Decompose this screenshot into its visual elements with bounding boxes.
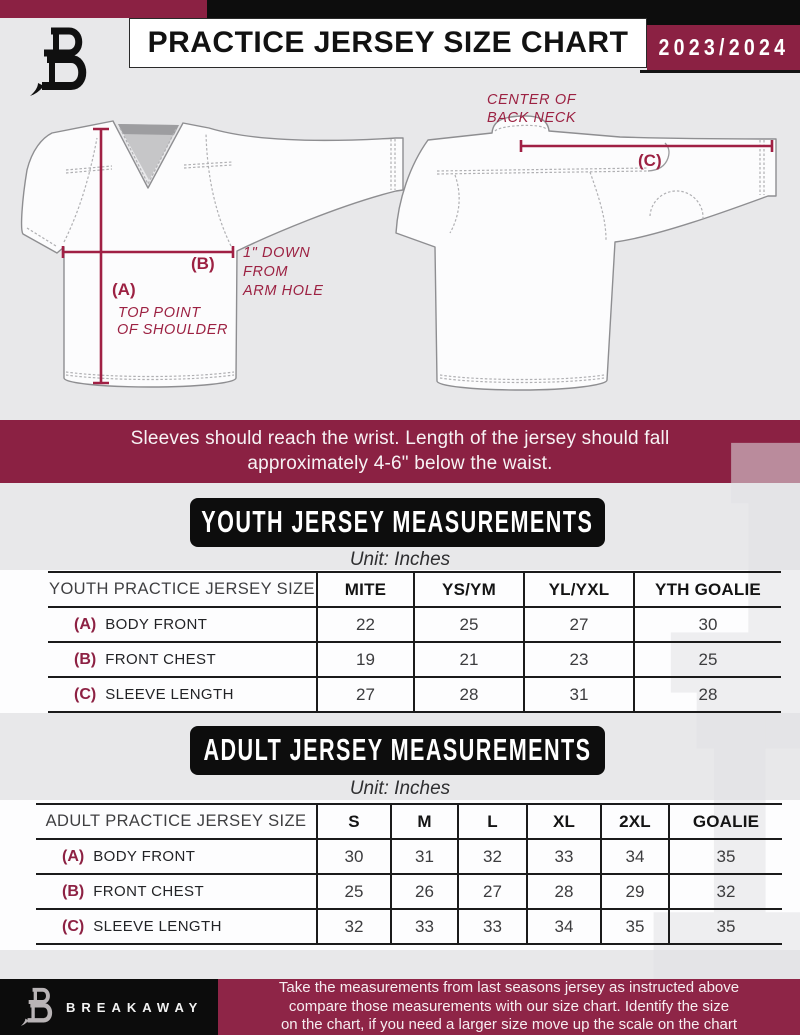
top-strip-maroon xyxy=(0,0,207,18)
adult-col-xl: XL xyxy=(526,805,600,840)
table-value: 31 xyxy=(523,678,633,713)
adult-row-b-label: (B) FRONT CHEST xyxy=(36,875,316,910)
table-value: 23 xyxy=(523,643,633,678)
adult-section-header xyxy=(190,726,605,775)
footer-instructions xyxy=(218,979,800,1035)
note-c-line2: BACK NECK xyxy=(487,110,577,126)
jersey-diagram xyxy=(0,80,800,425)
table-value: 30 xyxy=(316,840,390,875)
table-value: 35 xyxy=(668,840,782,875)
adult-col-m: M xyxy=(390,805,457,840)
table-value: 31 xyxy=(390,840,457,875)
footer-line1: Take the measurements from last seasons jersey as instructed above xyxy=(278,979,740,997)
table-value: 22 xyxy=(316,608,413,643)
table-value: 35 xyxy=(600,910,668,945)
table-value: 26 xyxy=(390,875,457,910)
youth-col-ylyxl: YL/YXL xyxy=(523,573,633,608)
breakaway-logo-icon xyxy=(20,987,54,1027)
table-value: 33 xyxy=(457,910,526,945)
table-value: 21 xyxy=(413,643,523,678)
table-value: 35 xyxy=(668,910,782,945)
youth-row-c-label: (C) SLEEVE LENGTH xyxy=(48,678,316,713)
adult-col-2xl: 2XL xyxy=(600,805,668,840)
note-c-line1: CENTER OF xyxy=(487,92,577,108)
table-value: 27 xyxy=(457,875,526,910)
table-value: 34 xyxy=(526,910,600,945)
table-value: 34 xyxy=(600,840,668,875)
note-b-line2: FROM xyxy=(243,264,289,280)
table-value: 32 xyxy=(457,840,526,875)
page-title-box xyxy=(129,18,647,68)
table-value: 32 xyxy=(316,910,390,945)
brand-name: BREAKAWAY xyxy=(66,999,204,1015)
label-a: (A) xyxy=(112,280,136,299)
youth-row-header: YOUTH PRACTICE JERSEY SIZE xyxy=(48,573,316,608)
notice-line1: Sleeves should reach the wrist. Length of the jersey should fall xyxy=(130,428,670,449)
note-a-line2: OF SHOULDER xyxy=(117,322,229,338)
table-value: 32 xyxy=(668,875,782,910)
adult-section-title: ADULT JERSEY MEASUREMENTS xyxy=(203,733,592,767)
label-b: (B) xyxy=(191,254,215,273)
adult-col-s: S xyxy=(316,805,390,840)
adult-unit-label: Unit: Inches xyxy=(349,778,451,799)
table-value: 28 xyxy=(413,678,523,713)
adult-col-l: L xyxy=(457,805,526,840)
footer-line3: on the chart, if you need a larger size move up the scale on the chart xyxy=(280,1016,738,1034)
youth-size-table xyxy=(48,571,781,713)
adult-row-c-label: (C) SLEEVE LENGTH xyxy=(36,910,316,945)
table-value: 28 xyxy=(526,875,600,910)
adult-row-a-label: (A) BODY FRONT xyxy=(36,840,316,875)
label-c: (C) xyxy=(638,151,662,170)
table-value: 30 xyxy=(633,608,781,643)
season-badge xyxy=(647,25,800,70)
youth-section-header xyxy=(190,498,605,547)
note-b-line3: ARM HOLE xyxy=(243,283,324,299)
youth-section-title: YOUTH JERSEY MEASUREMENTS xyxy=(201,505,594,539)
youth-col-goalie: YTH GOALIE xyxy=(633,573,781,608)
table-value: 27 xyxy=(523,608,633,643)
table-value: 33 xyxy=(390,910,457,945)
adult-row-header: ADULT PRACTICE JERSEY SIZE xyxy=(36,805,316,840)
season-underline xyxy=(640,70,800,73)
note-a-line1: TOP POINT xyxy=(118,305,201,321)
footer-brand-panel xyxy=(0,979,218,1035)
adult-size-table xyxy=(36,803,782,945)
adult-col-goalie: GOALIE xyxy=(668,805,782,840)
table-value: 28 xyxy=(633,678,781,713)
youth-row-a-label: (A) BODY FRONT xyxy=(48,608,316,643)
table-value: 25 xyxy=(413,608,523,643)
table-value: 29 xyxy=(600,875,668,910)
table-value: 25 xyxy=(316,875,390,910)
youth-col-mite: MITE xyxy=(316,573,413,608)
note-b-line1: 1" DOWN xyxy=(243,245,311,261)
footer-line2: compare those measurements with our size chart. Identify the size xyxy=(288,997,730,1015)
table-value: 27 xyxy=(316,678,413,713)
table-value: 19 xyxy=(316,643,413,678)
youth-row-b-label: (B) FRONT CHEST xyxy=(48,643,316,678)
season-label: 2023/2024 xyxy=(658,34,789,60)
page-title: PRACTICE JERSEY SIZE CHART xyxy=(147,26,629,59)
youth-unit-label: Unit: Inches xyxy=(349,549,451,570)
table-value: 25 xyxy=(633,643,781,678)
notice-line2: approximately 4-6" below the waist. xyxy=(247,453,553,474)
back-jersey-drawing xyxy=(396,116,776,390)
youth-col-ysym: YS/YM xyxy=(413,573,523,608)
table-value: 33 xyxy=(526,840,600,875)
